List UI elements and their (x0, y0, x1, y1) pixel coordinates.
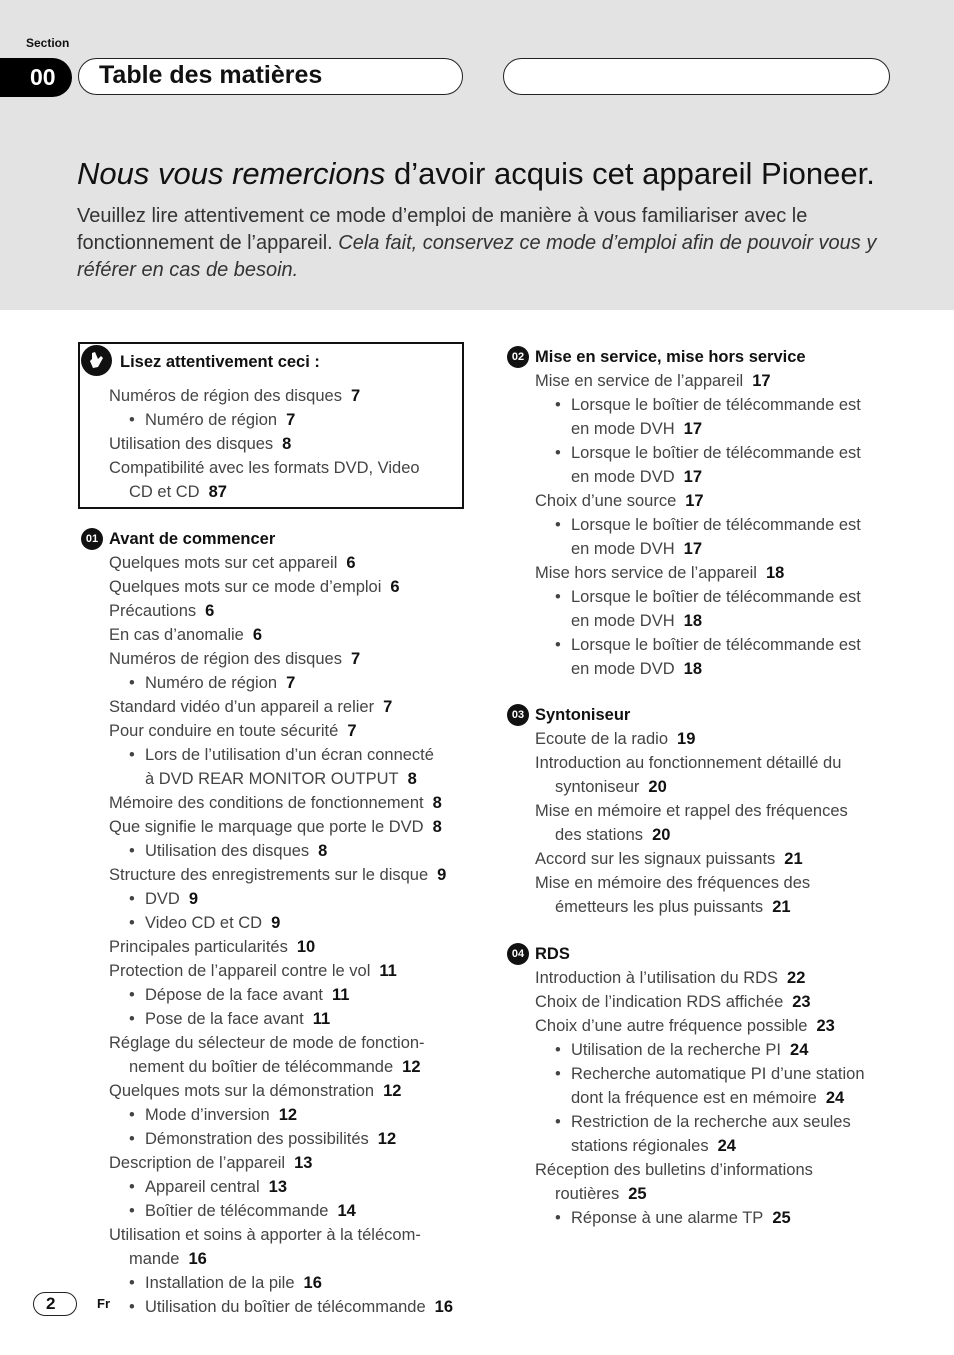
toc-entry-text: Protection de l’appareil contre le vol (109, 962, 371, 980)
toc-entry (129, 1199, 356, 1223)
toc-entry (555, 465, 702, 489)
toc-entry-text: Numéro de région (145, 674, 278, 692)
toc-entry (555, 441, 861, 465)
toc-entry-text: Réglage du sélecteur de mode de fonction- (109, 1034, 425, 1052)
toc-entry (129, 887, 198, 911)
toc-page-number: 22 (787, 969, 806, 987)
toc-entry (535, 871, 810, 895)
toc-page-number: 17 (685, 492, 704, 510)
toc-page-number: 21 (784, 850, 803, 868)
toc-entry (109, 1151, 312, 1175)
section-heading: Mise en service, mise hors service (535, 348, 806, 366)
toc-entry-text: Mise en service de l’appareil (535, 372, 744, 390)
toc-page-number: 13 (294, 1154, 313, 1172)
toc-entry-text: routières (555, 1185, 620, 1203)
toc-entry (555, 513, 861, 537)
toc-page-number: 17 (683, 420, 702, 438)
toc-page-number: 16 (434, 1298, 454, 1316)
toc-page-number: 7 (286, 674, 296, 692)
bullet: • (555, 444, 561, 462)
toc-page-number: 10 (296, 938, 316, 956)
toc-entry (109, 791, 442, 815)
toc-entry-text: Utilisation des disques (145, 842, 310, 860)
bullet: • (129, 842, 135, 860)
toc-entry-text: en mode DVD (571, 468, 675, 486)
toc-page-number: 8 (432, 818, 442, 836)
toc-entry-text: Mise en mémoire des fréquences des (535, 874, 811, 892)
toc-page-number: 6 (252, 626, 263, 644)
section-number-icon: 03 (507, 704, 529, 726)
bullet: • (129, 1130, 135, 1148)
toc-entry-text: Choix d’une source (535, 492, 677, 510)
toc-entry (109, 599, 214, 623)
toc-entry (129, 839, 327, 863)
toc-entry-text: Utilisation de la recherche PI (571, 1041, 782, 1059)
bullet: • (129, 674, 135, 692)
toc-entry (109, 551, 356, 575)
toc-entry (129, 1007, 330, 1031)
toc-entry-text: Précautions (109, 602, 197, 620)
toc-entry (535, 847, 803, 871)
toc-page-number: 11 (312, 1010, 331, 1028)
toc-entry-text: Ecoute de la radio (535, 730, 669, 748)
toc-entry-text: Compatibilité avec les formats DVD, Video (109, 459, 420, 477)
toc-entry (109, 1079, 401, 1103)
toc-page-number: 21 (772, 898, 791, 916)
intro-paragraph (77, 203, 897, 284)
headline-italic: Nous vous remercions (77, 156, 386, 191)
toc-entry (109, 695, 392, 719)
toc-entry (129, 1127, 396, 1151)
headline (77, 156, 875, 192)
bullet: • (555, 1113, 561, 1131)
headline-rest: d’avoir acquis cet appareil Pioneer. (385, 156, 875, 191)
toc-page-number: 24 (825, 1089, 845, 1107)
toc-entry (555, 1206, 791, 1230)
toc-page-number: 12 (377, 1130, 397, 1148)
toc-entry-text: Pour conduire en toute sécurité (109, 722, 339, 740)
toc-entry (535, 561, 784, 585)
toc-page-number: 18 (683, 660, 702, 678)
bullet: • (129, 746, 135, 764)
toc-entry-text: en mode DVD (571, 660, 675, 678)
toc-entry-text: Lorsque le boîtier de télécommande est (571, 636, 861, 654)
toc-entry-text: mande (129, 1250, 180, 1268)
toc-page-number: 20 (652, 826, 671, 844)
toc-entry-text: en mode DVH (571, 420, 675, 438)
toc-page-number: 12 (402, 1058, 421, 1076)
intro-normal: Veuillez lire attentivement ce mode d’emploi de manière à vous familiariser avec le fonctionnement de l’appareil. (77, 205, 808, 254)
toc-entry (129, 671, 295, 695)
toc-page-number: 23 (816, 1017, 835, 1035)
toc-page-number: 7 (350, 387, 361, 405)
toc-page-number: 6 (390, 578, 400, 596)
toc-entry-text: en mode DVH (571, 612, 675, 630)
toc-entry-text: Numéro de région (145, 411, 278, 429)
toc-page-number: 24 (790, 1041, 809, 1059)
section-number-icon: 04 (507, 943, 529, 965)
toc-entry-text: Quelques mots sur cet appareil (109, 554, 338, 572)
toc-entry-text: Introduction à l’utilisation du RDS (535, 969, 779, 987)
toc-entry (555, 633, 861, 657)
page-title: Table des matières (99, 61, 323, 89)
toc-entry-text: DVD (145, 890, 180, 908)
toc-entry-text: Quelques mots sur ce mode d’emploi (109, 578, 382, 596)
bullet: • (555, 1209, 561, 1227)
toc-page-number: 11 (331, 986, 350, 1004)
toc-entry (555, 537, 702, 561)
toc-entry-text: dont la fréquence est en mémoire (571, 1089, 817, 1107)
section-label: Section (26, 36, 70, 50)
section-heading: RDS (535, 945, 570, 963)
bullet: • (129, 1274, 135, 1292)
toc-entry (109, 863, 446, 887)
bullet: • (555, 1065, 561, 1083)
toc-entry-text: Description de l’appareil (109, 1154, 286, 1172)
toc-entry-text: Lors de l’utilisation d’un écran connecté (145, 746, 434, 764)
toc-entry (555, 1134, 736, 1158)
toc-entry (129, 1295, 453, 1319)
toc-entry-text: Video CD et CD (145, 914, 263, 932)
toc-entry (129, 1103, 297, 1127)
toc-entry-text: Introduction au fonctionnement détaillé du (535, 754, 842, 772)
toc-entry-text: CD et CD (129, 483, 200, 501)
toc-entry-text: Choix de l’indication RDS affichée (535, 993, 784, 1011)
toc-entry (109, 384, 360, 408)
bullet: • (555, 1041, 561, 1059)
toc-page-number: 23 (792, 993, 811, 1011)
toc-page-number: 14 (337, 1202, 356, 1220)
toc-page-number: 8 (318, 842, 328, 860)
toc-entry (535, 966, 805, 990)
toc-page-number: 16 (188, 1250, 207, 1268)
toc-entry (109, 575, 400, 599)
toc-entry-text: Mise hors service de l’appareil (535, 564, 757, 582)
toc-entry (555, 1182, 647, 1206)
toc-entry (555, 895, 791, 919)
bullet: • (555, 516, 561, 534)
blank-title-box (503, 58, 890, 95)
toc-entry-text: En cas d’anomalie (109, 626, 244, 644)
toc-entry (555, 609, 702, 633)
toc-page-number: 9 (188, 890, 199, 908)
toc-page-number: 19 (677, 730, 696, 748)
bullet: • (129, 986, 135, 1004)
bullet: • (129, 1178, 135, 1196)
footer-page-number: 2 (33, 1292, 77, 1316)
toc-entry (535, 1014, 835, 1038)
toc-entry-text: Lorsque le boîtier de télécommande est (571, 588, 861, 606)
toc-entry (129, 1247, 207, 1271)
toc-entry-text: Numéros de région des disques (109, 387, 342, 405)
section-heading: Syntoniseur (535, 706, 631, 724)
toc-page-number: 7 (347, 722, 357, 740)
toc-entry (535, 369, 771, 393)
toc-entry (555, 657, 702, 681)
toc-entry-text: Dépose de la face avant (145, 986, 323, 1004)
toc-entry-text: Réponse à une alarme TP (571, 1209, 764, 1227)
title-box (78, 58, 463, 95)
toc-page-number: 20 (648, 778, 667, 796)
toc-entry (555, 585, 861, 609)
toc-entry (129, 1271, 322, 1295)
toc-page-number: 17 (683, 468, 702, 486)
toc-page-number: 6 (346, 554, 356, 572)
toc-entry (109, 959, 397, 983)
toc-entry-text: nement du boîtier de télécommande (129, 1058, 394, 1076)
toc-page-number: 18 (683, 612, 702, 630)
toc-entry (555, 417, 702, 441)
toc-entry (129, 983, 349, 1007)
toc-entry (109, 623, 262, 647)
toc-entry (129, 1055, 421, 1079)
toc-entry (535, 990, 811, 1014)
toc-entry-text: en mode DVH (571, 540, 675, 558)
toc-entry-text: Réception des bulletins d’informations (535, 1161, 813, 1179)
bullet: • (555, 636, 561, 654)
toc-page-number: 17 (752, 372, 771, 390)
toc-entry (555, 393, 861, 417)
toc-entry-text: stations régionales (571, 1137, 709, 1155)
toc-entry (535, 1158, 813, 1182)
toc-entry (109, 647, 360, 671)
toc-entry (535, 751, 841, 775)
toc-entry (555, 1038, 808, 1062)
toc-entry-text: des stations (555, 826, 644, 844)
toc-entry (129, 767, 417, 791)
toc-entry (129, 480, 227, 504)
toc-page-number: 8 (282, 435, 292, 453)
toc-page-number: 17 (683, 540, 702, 558)
toc-entry-text: Quelques mots sur la démonstration (109, 1082, 375, 1100)
toc-entry (535, 727, 695, 751)
toc-entry (109, 719, 357, 743)
toc-entry-text: Installation de la pile (145, 1274, 295, 1292)
toc-entry-text: Accord sur les signaux puissants (535, 850, 776, 868)
toc-entry-text: Lorsque le boîtier de télécommande est (571, 396, 861, 414)
toc-entry (109, 1223, 421, 1247)
toc-entry (109, 456, 420, 480)
toc-page-number: 9 (437, 866, 447, 884)
toc-entry-text: Lorsque le boîtier de télécommande est (571, 516, 861, 534)
toc-entry-text: Restriction de la recherche aux seules (571, 1113, 851, 1131)
toc-entry-text: Utilisation des disques (109, 435, 274, 453)
toc-page-number: 12 (278, 1106, 298, 1124)
toc-entry-text: syntoniseur (555, 778, 640, 796)
section-number-icon: 02 (507, 346, 529, 368)
toc-page-number: 16 (303, 1274, 322, 1292)
toc-entry (555, 1086, 844, 1110)
toc-page-number: 87 (208, 483, 227, 501)
bullet: • (555, 588, 561, 606)
bullet: • (129, 411, 135, 429)
toc-entry-text: Mémoire des conditions de fonctionnement (109, 794, 424, 812)
toc-entry (129, 911, 280, 935)
intro-italic: Cela fait, conservez ce mode d’emploi afin de pouvoir vous y référer en cas de besoin. (77, 232, 877, 281)
toc-page-number: 6 (205, 602, 215, 620)
toc-entry (109, 1031, 425, 1055)
toc-entry-text: émetteurs les plus puissants (555, 898, 764, 916)
toc-entry-text: Mise en mémoire et rappel des fréquences (535, 802, 848, 820)
toc-entry-text: Mode d’inversion (145, 1106, 270, 1124)
bullet: • (555, 396, 561, 414)
toc-entry-text: Choix d’une autre fréquence possible (535, 1017, 808, 1035)
toc-entry-text: Numéros de région des disques (109, 650, 342, 668)
toc-entry-text: Lorsque le boîtier de télécommande est (571, 444, 861, 462)
toc-entry (555, 1110, 851, 1134)
toc-entry-text: à DVD REAR MONITOR OUTPUT (145, 770, 399, 788)
toc-entry-text: Structure des enregistrements sur le disque (109, 866, 429, 884)
toc-entry (555, 823, 670, 847)
toc-entry (535, 489, 704, 513)
bullet: • (129, 914, 135, 932)
bullet: • (129, 890, 135, 908)
toc-entry-text: Pose de la face avant (145, 1010, 304, 1028)
toc-entry (129, 408, 295, 432)
section-heading: Avant de commencer (109, 530, 276, 548)
notice-title: Lisez attentivement ceci : (120, 353, 320, 371)
toc-page-number: 12 (383, 1082, 402, 1100)
toc-page-number: 8 (432, 794, 442, 812)
toc-entry (129, 1175, 287, 1199)
section-number-icon: 01 (81, 528, 103, 550)
toc-entry-text: Utilisation du boîtier de télécommande (145, 1298, 426, 1316)
bullet: • (129, 1202, 135, 1220)
toc-entry-text: Démonstration des possibilités (145, 1130, 369, 1148)
toc-page-number: 25 (772, 1209, 791, 1227)
bullet: • (129, 1010, 135, 1028)
toc-entry-text: Recherche automatique PI d’une station (571, 1065, 865, 1083)
bullet: • (129, 1298, 135, 1316)
toc-entry-text: Utilisation et soins à apporter à la télécom- (109, 1226, 421, 1244)
toc-page-number: 7 (383, 698, 393, 716)
toc-page-number: 13 (268, 1178, 288, 1196)
footer-language: Fr (97, 1296, 110, 1311)
toc-page-number: 7 (286, 411, 296, 429)
toc-page-number: 11 (379, 962, 397, 980)
warning-hand-icon (81, 345, 112, 376)
toc-entry (555, 1062, 865, 1086)
toc-page-number: 25 (628, 1185, 647, 1203)
bullet: • (129, 1106, 135, 1124)
toc-entry (555, 775, 667, 799)
toc-entry (109, 815, 442, 839)
toc-entry (129, 743, 434, 767)
toc-entry (109, 935, 315, 959)
toc-page-number: 9 (271, 914, 281, 932)
toc-entry-text: Boîtier de télécommande (145, 1202, 329, 1220)
toc-entry (535, 799, 848, 823)
toc-page-number: 18 (765, 564, 785, 582)
toc-entry-text: Que signifie le marquage que porte le DVD (109, 818, 424, 836)
toc-page-number: 24 (717, 1137, 736, 1155)
toc-page-number: 8 (407, 770, 417, 788)
toc-entry-text: Standard vidéo d’un appareil a relier (109, 698, 375, 716)
toc-entry-text: Appareil central (145, 1178, 260, 1196)
toc-entry-text: Principales particularités (109, 938, 288, 956)
toc-entry (109, 432, 291, 456)
toc-page-number: 7 (350, 650, 361, 668)
section-number-badge: 00 (0, 58, 72, 97)
